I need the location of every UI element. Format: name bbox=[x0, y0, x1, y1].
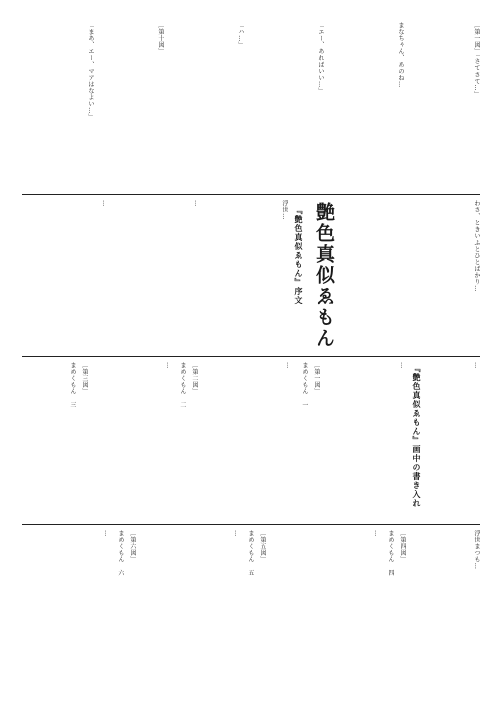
text-column: 「エー、あればいい…」 bbox=[317, 22, 324, 95]
section-heading: 『艶色真似ゑもん』画中の書き入れ bbox=[412, 364, 421, 508]
text-column: まめくもん 一 bbox=[301, 362, 308, 408]
band-2 bbox=[22, 200, 480, 352]
text-column: ［第二図］ bbox=[191, 362, 198, 395]
text-column: … bbox=[373, 530, 380, 537]
text-column: ［第十図］ bbox=[157, 22, 164, 55]
text-column: … bbox=[233, 530, 240, 537]
band-3 bbox=[22, 362, 480, 520]
text-column: … bbox=[285, 362, 292, 369]
text-column: … bbox=[473, 362, 480, 369]
text-column: … bbox=[103, 530, 110, 537]
text-column: ［第四図］ bbox=[399, 530, 406, 563]
text-column: ［第五図］ bbox=[259, 530, 266, 563]
text-column: ［第六図］ bbox=[129, 530, 136, 563]
text-column: 「まあ、エー、マアはなよい…」 bbox=[87, 22, 94, 121]
text-column: … bbox=[193, 200, 200, 207]
page bbox=[22, 22, 480, 682]
band-4 bbox=[22, 530, 480, 682]
rule bbox=[22, 194, 480, 195]
text-column: 浮世… bbox=[281, 200, 288, 220]
page-title: 艶色真似ゑもん bbox=[313, 202, 335, 349]
text-column: ［第一図］ bbox=[313, 362, 320, 395]
text-column: 浮世まつも… bbox=[473, 530, 480, 570]
text-column: まめくもん 四 bbox=[387, 530, 394, 576]
text-column: … bbox=[101, 200, 108, 207]
text-column: … bbox=[165, 362, 172, 369]
text-column: … bbox=[399, 362, 406, 369]
text-column: ［第三図］ bbox=[81, 362, 88, 395]
text-column: まめくもん 三 bbox=[69, 362, 76, 408]
rule bbox=[22, 356, 480, 357]
rule bbox=[22, 524, 480, 525]
text-column: 「ハ…」 bbox=[237, 22, 244, 49]
text-column: まめくもん 二 bbox=[179, 362, 186, 408]
text-column: ［第一図］「さてさて…」 bbox=[473, 22, 480, 98]
text-column: まなちゃん、あのね… bbox=[397, 22, 404, 88]
preface-heading: 『艶色真似ゑもん』序文 bbox=[294, 206, 303, 305]
text-column: まめくもん 五 bbox=[247, 530, 254, 576]
band-1 bbox=[22, 22, 480, 188]
text-column: まめくもん 六 bbox=[117, 530, 124, 576]
text-column: わさ、ときいふとひとばかり… bbox=[473, 200, 480, 292]
